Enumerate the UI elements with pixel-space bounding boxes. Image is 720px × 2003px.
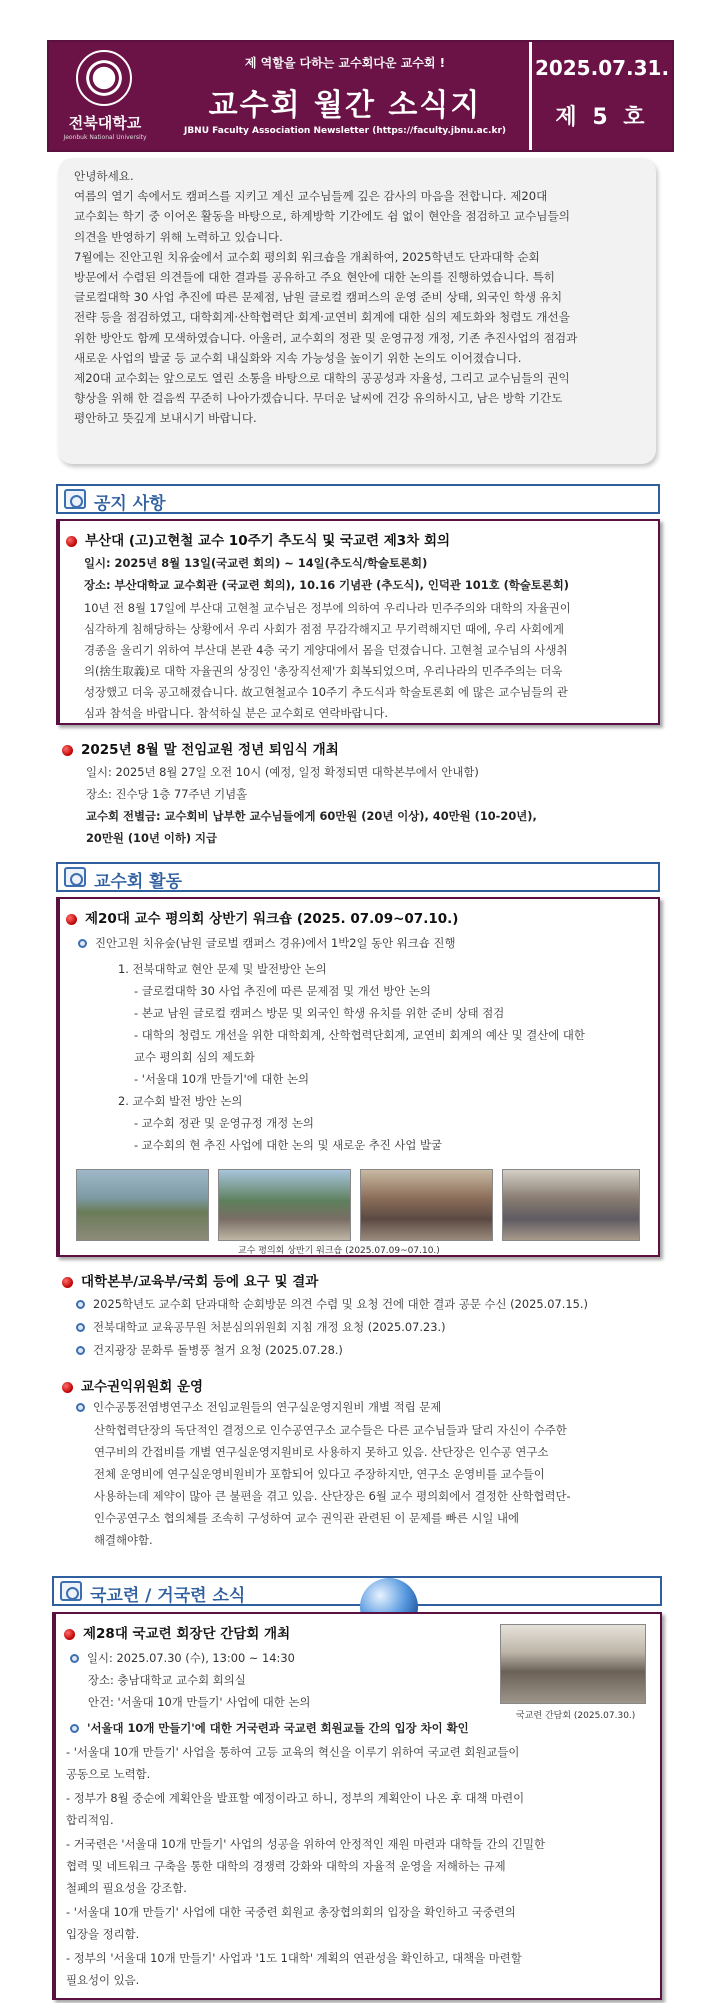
blue-bullet-icon: [78, 939, 87, 948]
activity-item-title-text: 제20대 교수 평의회 상반기 워크숍 (2025. 07.09~07.10.): [85, 911, 459, 927]
activity-item-title: [62, 1375, 203, 1395]
notice-place: 장소: 진수당 1층 77주년 기념홀: [86, 787, 248, 801]
section-title: 교수회 활동: [94, 872, 183, 892]
kuk-place: 장소: 충남대학교 교수회 회의실: [88, 1673, 246, 1687]
red-bullet-icon: [62, 745, 73, 756]
notice-date: 일시: 2025년 8월 27일 오전 10시 (예정, 일정 확정되면 대학본부에서 안내함): [86, 765, 479, 779]
rights-body-line: 산학협력단장의 독단적인 결정으로 인수공연구소 교수들은 다른 교수님들과 달리 자신이 수주한: [94, 1423, 567, 1437]
red-bullet-icon: [66, 914, 77, 925]
greeting-line: 7월에는 진안고원 치유숲에서 교수회 평의회 워크숍을 개최하여, 2025학년도 단과대학 순회: [74, 249, 540, 264]
rights-intro: [76, 1399, 441, 1415]
issue-block: [529, 42, 672, 150]
kukgyoryeon-box: [52, 1612, 662, 2000]
activity-item-title: [66, 907, 458, 927]
activity-item-title-text: 교수권익위원회 운영: [81, 1379, 204, 1395]
newsletter-subtitle: JBNU Faculty Association Newsletter (https://faculty.jbnu.ac.kr): [183, 126, 507, 136]
section-title: 국교련 / 거국련 소식: [90, 1586, 246, 1606]
notice-section-header: [56, 484, 660, 514]
notice-gift: 교수회 전별금: 교수회비 납부한 교수님들에게 60만원 (20년 이상), 40만원 (10-20년),: [86, 809, 537, 823]
activity-line: - 교수회 정관 및 운영규정 개정 논의: [134, 1116, 314, 1130]
request-line-text: 2025학년도 교수회 단과대학 순회방문 의견 수렴 및 요청 건에 대한 결과 공문 수신 (2025.07.15.): [93, 1297, 588, 1311]
notice-body-line: 경종을 울리기 위하여 부산대 본관 4층 국기 게양대에서 몸을 던졌습니다. 고현철 교수님의 사생취: [84, 643, 568, 657]
kuk-date: [70, 1650, 295, 1666]
request-line-text: 건지광장 문화루 돌병풍 철거 요청 (2025.07.28.): [93, 1343, 343, 1357]
kuk-body-line: - 정부의 '서울대 10개 만들기' 사업과 '1도 1대학' 계획의 연관성을 확인하고, 대책을 마련할: [66, 1951, 522, 1965]
kuk-body-line: 합리적임.: [66, 1813, 114, 1827]
issue-number: 제 5 호: [555, 105, 649, 130]
greeting-line: 안녕하세요.: [74, 169, 134, 183]
kuk-item-title: [64, 1622, 290, 1642]
greeting-line: 위한 방안도 함께 모색하였습니다. 아울러, 교수회의 정관 및 운영규정 개정, 기존 추진사업의 점검과: [74, 330, 578, 345]
blue-bullet-icon: [76, 1300, 85, 1309]
kuk-body-line: 협력 및 네트워크 구축을 통한 대학의 경쟁력 강화와 대학의 자율적 운영을 저해하는 규제: [66, 1859, 506, 1873]
kuk-body-line: - 거국련은 '서울대 10개 만들기' 사업의 성공을 위하여 안정적인 재원 마련과 대학들 간의 긴밀한: [66, 1837, 546, 1851]
activity-item-title-text: 대학본부/교육부/국회 등에 요구 및 결과: [81, 1274, 319, 1290]
kuk-sub-title-text: '서울대 10개 만들기'에 대한 거국련과 국교련 회원교들 간의 입장 차이 확인: [87, 1721, 469, 1735]
rights-intro-text: 인수공통전염병연구소 전임교원들의 연구실운영지원비 개별 적립 문제: [93, 1400, 442, 1414]
notice-body-line: 심각하게 침해당하는 상황에서 우리 사회가 점점 무감각해지고 무기력해지던 때에, 우리 사회에게: [84, 622, 564, 636]
blue-bullet-icon: [76, 1323, 85, 1332]
red-bullet-icon: [62, 1277, 73, 1288]
request-line: [76, 1342, 343, 1358]
greeting-line: 의견을 반영하기 위해 노력하고 있습니다.: [74, 229, 283, 244]
activity-item-title: [62, 1270, 318, 1290]
notice-body-line: 성장했고 더욱 공고해졌습니다. 故고현철교수 10주기 추도식과 학술토론회 에 많은 교수님들의 관: [84, 685, 568, 699]
request-line: [76, 1319, 446, 1335]
kuk-item-title-text: 제28대 국교련 회장단 간담회 개최: [83, 1626, 291, 1642]
workshop-photo: [218, 1169, 351, 1241]
university-seal-icon: [76, 50, 132, 106]
notice-place: 장소: 부산대학교 교수회관 (국교련 회의), 10.16 기념관 (추도식), 인덕관 101호 (학술토론회): [84, 578, 570, 592]
notice-item-title-text: 부산대 (고)고현철 교수 10주기 추도식 및 국교련 제3차 회의: [85, 533, 451, 549]
document-search-icon: [64, 867, 86, 887]
greeting-line: 방문에서 수렴된 의견들에 대한 결과를 공유하고 주요 현안에 대한 논의를 진행하였습니다. 특히: [74, 270, 556, 285]
red-bullet-icon: [64, 1629, 75, 1640]
workshop-photo: [502, 1169, 640, 1241]
greeting-box: [58, 158, 656, 464]
rights-body-line: 인수공연구소 협의체를 조속히 구성하여 교수 권익관 관련된 이 문제를 빠른 시일 내에: [94, 1511, 519, 1525]
blue-bullet-icon: [76, 1346, 85, 1355]
rights-body-line: 해결해야함.: [94, 1533, 153, 1547]
red-bullet-icon: [66, 536, 77, 547]
notice-item-title: [62, 738, 339, 758]
notice-gift: 20만원 (10년 이하) 지급: [86, 831, 218, 845]
notice-date: 일시: 2025년 8월 13일(국교련 회의) ~ 14일(추도식/학술토론회): [84, 556, 428, 570]
greeting-line: 새로운 사업의 발굴 등 교수회 내실화와 지속 가능성을 높이기 위한 논의도 이어졌습니다.: [74, 350, 522, 365]
university-logo-block: [49, 42, 161, 150]
section-title: 공지 사항: [94, 494, 166, 514]
notice-item-title-text: 2025년 8월 말 전임교원 정년 퇴임식 개최: [81, 742, 339, 758]
activity-line: - 교수회의 현 추진 사업에 대한 논의 및 새로운 추진 사업 발굴: [134, 1138, 443, 1152]
kuk-date-text: 일시: 2025.07.30 (수), 13:00 ~ 14:30: [87, 1651, 295, 1665]
notice-body-line: 10년 전 8월 17일에 부산대 고현철 교수님은 정부에 의하여 우리나라 민주주의와 대학의 자율권이: [84, 601, 571, 615]
kuk-body-line: - '서울대 10개 만들기' 사업에 대한 국중련 회원교 총장협의회의 입장을 확인하고 국중련의: [66, 1905, 516, 1919]
motto: 제 역할을 다하는 교수회다운 교수회 !: [244, 56, 446, 70]
newsletter-title: 교수회 월간 소식지: [208, 88, 482, 123]
greeting-line: 여름의 열기 속에서도 캠퍼스를 지키고 계신 교수님들께 깊은 감사의 마음을 전합니다. 제20대: [74, 189, 548, 204]
activity-intro: [78, 935, 455, 951]
title-block: [161, 42, 529, 150]
meeting-photo: [500, 1624, 646, 1704]
activity-section-header: [56, 862, 660, 892]
newsletter-header: [47, 40, 674, 152]
university-name: 전북대학교: [68, 114, 142, 132]
kuk-body-line: 공동으로 노력함.: [66, 1767, 151, 1781]
activity-line: 1. 전북대학교 현안 문제 및 발전방안 논의: [118, 962, 327, 976]
kuk-body-line: - 정부가 8월 중순에 계획안을 발표할 예정이라고 하니, 정부의 계획안이 나온 후 대책 마련이: [66, 1791, 525, 1805]
kuk-sub-title: [70, 1720, 469, 1736]
workshop-photo: [76, 1169, 209, 1241]
request-line: [76, 1296, 588, 1312]
blue-bullet-icon: [70, 1724, 79, 1733]
notice-item-title: [66, 529, 450, 549]
activity-box-1: [56, 897, 660, 1257]
rights-body-line: 연구비의 간접비를 개별 연구실운영지원비로 사용하지 못하고 있음. 산단장은 인수공 연구소: [94, 1445, 549, 1459]
magnifier-icon: [64, 489, 86, 509]
photo-caption: 국교련 간담회 (2025.07.30.): [516, 1711, 636, 1721]
photo-caption: 교수 평의회 상반기 워크숍 (2025.07.09~07.10.): [238, 1246, 440, 1256]
kuk-body-line: 입장을 정리함.: [66, 1927, 140, 1941]
chat-icon: [60, 1581, 82, 1601]
kukgyoryeon-section-header: [52, 1576, 662, 1606]
issue-date: 2025.07.31.: [534, 56, 670, 80]
red-bullet-icon: [62, 1382, 73, 1393]
notice-box-1: [56, 519, 660, 725]
activity-line: - 대학의 청렴도 개선을 위한 대학회계, 산학협력단회계, 교연비 회계의 예산 및 결산에 대한: [134, 1028, 585, 1042]
kuk-body-line: - '서울대 10개 만들기' 사업을 통하여 고등 교육의 혁신을 이루기 위하여 국교련 회원교들이: [66, 1745, 520, 1759]
university-name-en: Jeonbuk National University: [63, 134, 147, 141]
activity-line: 2. 교수회 발전 방안 논의: [118, 1094, 243, 1108]
greeting-line: 글로컬대학 30 사업 추진에 따른 문제점, 남원 글로컬 캠퍼스의 운영 준비 상태, 외국인 학생 유치: [74, 290, 563, 305]
workshop-photo: [360, 1169, 493, 1241]
notice-body-line: 의(捨生取義)로 대학 자율권의 상징인 '총장직선제'가 회복되었으며, 우리나라의 민주주의는 더욱: [84, 664, 563, 678]
notice-body-line: 심과 참석을 바랍니다. 참석하실 분은 교수회로 연락바랍니다.: [84, 706, 389, 720]
kuk-agenda: 안건: '서울대 10개 만들기' 사업에 대한 논의: [88, 1695, 311, 1709]
greeting-line: 평안하고 뜻깊게 보내시기 바랍니다.: [74, 411, 257, 426]
greeting-line: 전략 등을 점검하였고, 대학회계·산학협력단 회계·교연비 회계에 대한 심의 제도화와 청렴도 개선을: [74, 310, 570, 325]
activity-line: 교수 평의회 심의 제도화: [134, 1050, 255, 1064]
activity-line: - 본교 남원 글로컬 캠퍼스 방문 및 외국인 학생 유치를 위한 준비 상태 점검: [134, 1006, 505, 1020]
greeting-line: 향상을 위해 한 걸음씩 꾸준히 나아가겠습니다. 무더운 날씨에 건강 유의하시고, 남은 방학 기간도: [74, 391, 563, 406]
activity-line: - '서울대 10개 만들기'에 대한 논의: [134, 1072, 310, 1086]
request-line-text: 전북대학교 교육공무원 처분심의위원회 지침 개정 요청 (2025.07.23.): [93, 1320, 446, 1334]
blue-bullet-icon: [76, 1403, 85, 1412]
greeting-line: 제20대 교수회는 앞으로도 열린 소통을 바탕으로 대학의 공공성과 자율성, 그리고 교수님들의 권익: [74, 371, 570, 386]
activity-line: - 글로컬대학 30 사업 추진에 따른 문제점 및 개선 방안 논의: [134, 984, 431, 998]
activity-intro-text: 진안고원 치유숲(남원 글로벌 캠퍼스 경유)에서 1박2일 동안 워크숍 진행: [95, 936, 456, 950]
blue-bullet-icon: [70, 1654, 79, 1663]
greeting-line: 교수회는 학기 중 이어온 활동을 바탕으로, 하계방학 기간에도 쉼 없이 현안을 점검하고 교수님들의: [74, 209, 570, 224]
rights-body-line: 사용하는데 제약이 많아 큰 불편을 겪고 있음. 산단장은 6월 교수 평의회에서 결정한 산학협력단-: [94, 1489, 571, 1503]
kuk-body-line: 필요성이 있음.: [66, 1973, 140, 1987]
rights-body-line: 전체 운영비에 연구실운영비원비가 포함되어 있다고 주장하지만, 연구소 운영비를 교수들이: [94, 1467, 545, 1481]
kuk-body-line: 철폐의 필요성을 강조함.: [66, 1881, 187, 1895]
